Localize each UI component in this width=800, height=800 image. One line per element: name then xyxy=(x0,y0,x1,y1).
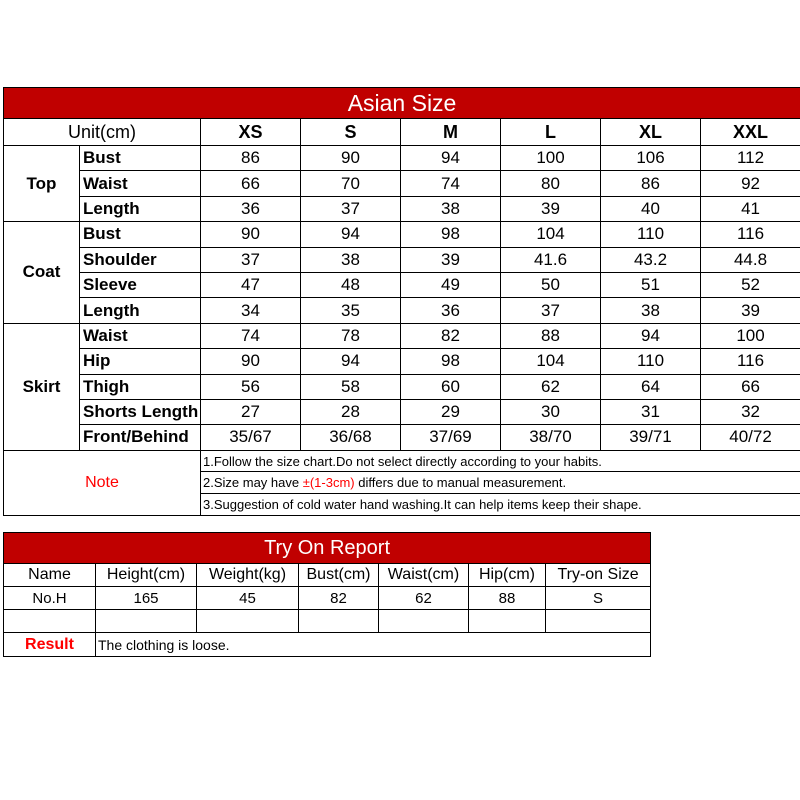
measurement-value: 31 xyxy=(601,399,701,424)
measurement-value: 40/72 xyxy=(701,425,800,450)
measurement-value: 92 xyxy=(701,171,800,196)
garment-group-label: Skirt xyxy=(4,323,80,450)
unit-label: Unit(cm) xyxy=(4,119,201,146)
report-header: Waist(cm) xyxy=(379,564,469,587)
measurement-value: 34 xyxy=(201,298,301,323)
measurement-value: 48 xyxy=(301,272,401,297)
measurement-value: 94 xyxy=(601,323,701,348)
measurement-value: 90 xyxy=(201,222,301,247)
measurement-value: 30 xyxy=(501,399,601,424)
report-header-row xyxy=(4,564,651,587)
measurement-value: 47 xyxy=(201,272,301,297)
size-data-row xyxy=(4,399,800,424)
measurement-value: 90 xyxy=(301,146,401,171)
measurement-value: 52 xyxy=(701,272,800,297)
measurement-value: 37 xyxy=(301,196,401,221)
measurement-value: 70 xyxy=(301,171,401,196)
size-chart-title: Asian Size xyxy=(4,88,800,119)
try-on-report-table xyxy=(3,532,651,657)
measurement-value: 37 xyxy=(501,298,601,323)
report-empty-cell xyxy=(96,610,197,633)
measurement-value: 94 xyxy=(401,146,501,171)
measurement-label: Bust xyxy=(80,146,201,171)
report-cell: S xyxy=(546,587,651,610)
report-empty-cell xyxy=(469,610,546,633)
result-label: Result xyxy=(4,633,96,657)
report-cell: 62 xyxy=(379,587,469,610)
size-header: S xyxy=(301,119,401,146)
measurement-value: 74 xyxy=(401,171,501,196)
measurement-value: 100 xyxy=(701,323,800,348)
measurement-value: 32 xyxy=(701,399,800,424)
size-data-row xyxy=(4,349,800,374)
measurement-value: 39 xyxy=(701,298,800,323)
measurement-value: 35 xyxy=(301,298,401,323)
report-empty-cell xyxy=(379,610,469,633)
measurement-value: 39/71 xyxy=(601,425,701,450)
measurement-value: 88 xyxy=(501,323,601,348)
measurement-value: 100 xyxy=(501,146,601,171)
size-header-row xyxy=(4,119,800,146)
measurement-value: 38 xyxy=(301,247,401,272)
measurement-label: Thigh xyxy=(80,374,201,399)
measurement-value: 66 xyxy=(701,374,800,399)
report-result-row xyxy=(4,633,651,657)
measurement-label: Sleeve xyxy=(80,272,201,297)
measurement-value: 60 xyxy=(401,374,501,399)
note-tolerance: ±(1-3cm) xyxy=(302,475,355,491)
measurement-value: 86 xyxy=(201,146,301,171)
measurement-value: 74 xyxy=(201,323,301,348)
note-line-1: 1.Follow the size chart.Do not select directly according to your habits. xyxy=(201,450,800,472)
measurement-value: 41.6 xyxy=(501,247,601,272)
report-empty-cell xyxy=(299,610,379,633)
size-data-row xyxy=(4,425,800,450)
report-cell: 82 xyxy=(299,587,379,610)
measurement-value: 82 xyxy=(401,323,501,348)
size-data-row xyxy=(4,272,800,297)
measurement-value: 28 xyxy=(301,399,401,424)
measurement-label: Waist xyxy=(80,171,201,196)
report-empty-cell xyxy=(4,610,96,633)
report-empty-row xyxy=(4,610,651,633)
measurement-value: 38 xyxy=(401,196,501,221)
report-header: Bust(cm) xyxy=(299,564,379,587)
measurement-value: 86 xyxy=(601,171,701,196)
measurement-value: 112 xyxy=(701,146,800,171)
measurement-value: 27 xyxy=(201,399,301,424)
measurement-value: 80 xyxy=(501,171,601,196)
measurement-label: Waist xyxy=(80,323,201,348)
measurement-label: Hip xyxy=(80,349,201,374)
measurement-value: 104 xyxy=(501,349,601,374)
measurement-value: 98 xyxy=(401,349,501,374)
size-data-row xyxy=(4,323,800,348)
garment-group-label: Coat xyxy=(4,222,80,324)
measurement-value: 39 xyxy=(501,196,601,221)
measurement-value: 104 xyxy=(501,222,601,247)
report-header: Weight(kg) xyxy=(197,564,299,587)
size-data-row xyxy=(4,146,800,171)
size-header: XXL xyxy=(701,119,800,146)
measurement-value: 49 xyxy=(401,272,501,297)
measurement-value: 90 xyxy=(201,349,301,374)
report-cell: 165 xyxy=(96,587,197,610)
report-header: Try-on Size xyxy=(546,564,651,587)
measurement-value: 41 xyxy=(701,196,800,221)
measurement-value: 36/68 xyxy=(301,425,401,450)
measurement-value: 94 xyxy=(301,349,401,374)
measurement-value: 51 xyxy=(601,272,701,297)
measurement-value: 78 xyxy=(301,323,401,348)
measurement-label: Bust xyxy=(80,222,201,247)
measurement-value: 35/67 xyxy=(201,425,301,450)
measurement-value: 94 xyxy=(301,222,401,247)
size-data-row xyxy=(4,171,800,196)
report-header: Hip(cm) xyxy=(469,564,546,587)
size-data-row xyxy=(4,298,800,323)
note-line-2 xyxy=(201,472,800,494)
garment-group-label: Top xyxy=(4,146,80,222)
measurement-label: Shorts Length xyxy=(80,399,201,424)
measurement-label: Shoulder xyxy=(80,247,201,272)
try-on-report-title: Try On Report xyxy=(4,533,651,564)
measurement-value: 37 xyxy=(201,247,301,272)
measurement-value: 37/69 xyxy=(401,425,501,450)
measurement-value: 116 xyxy=(701,349,800,374)
measurement-value: 110 xyxy=(601,349,701,374)
measurement-value: 29 xyxy=(401,399,501,424)
size-data-row xyxy=(4,374,800,399)
result-text: The clothing is loose. xyxy=(96,633,651,657)
size-data-row xyxy=(4,222,800,247)
measurement-value: 106 xyxy=(601,146,701,171)
size-chart-table xyxy=(3,87,800,516)
measurement-value: 116 xyxy=(701,222,800,247)
measurement-value: 98 xyxy=(401,222,501,247)
measurement-label: Front/Behind xyxy=(80,425,201,450)
measurement-value: 36 xyxy=(401,298,501,323)
note-line-2-suffix: differs due to manual measurement. xyxy=(354,475,567,491)
measurement-value: 64 xyxy=(601,374,701,399)
note-label: Note xyxy=(4,450,201,515)
size-data-row xyxy=(4,196,800,221)
size-header: M xyxy=(401,119,501,146)
measurement-value: 44.8 xyxy=(701,247,800,272)
measurement-value: 66 xyxy=(201,171,301,196)
measurement-value: 38 xyxy=(601,298,701,323)
size-header: L xyxy=(501,119,601,146)
measurement-value: 36 xyxy=(201,196,301,221)
measurement-value: 40 xyxy=(601,196,701,221)
measurement-value: 56 xyxy=(201,374,301,399)
measurement-value: 39 xyxy=(401,247,501,272)
note-line-2-prefix: 2.Size may have xyxy=(203,475,303,491)
measurement-label: Length xyxy=(80,196,201,221)
report-empty-cell xyxy=(197,610,299,633)
measurement-value: 62 xyxy=(501,374,601,399)
size-data-row xyxy=(4,247,800,272)
report-data-row xyxy=(4,587,651,610)
report-empty-cell xyxy=(546,610,651,633)
report-header: Name xyxy=(4,564,96,587)
measurement-value: 58 xyxy=(301,374,401,399)
measurement-value: 38/70 xyxy=(501,425,601,450)
size-header: XL xyxy=(601,119,701,146)
measurement-value: 43.2 xyxy=(601,247,701,272)
measurement-value: 110 xyxy=(601,222,701,247)
report-cell: 45 xyxy=(197,587,299,610)
measurement-value: 50 xyxy=(501,272,601,297)
report-cell: No.H xyxy=(4,587,96,610)
report-header: Height(cm) xyxy=(96,564,197,587)
report-cell: 88 xyxy=(469,587,546,610)
measurement-label: Length xyxy=(80,298,201,323)
size-header: XS xyxy=(201,119,301,146)
note-line-3: 3.Suggestion of cold water hand washing.It can help items keep their shape. xyxy=(201,494,800,516)
